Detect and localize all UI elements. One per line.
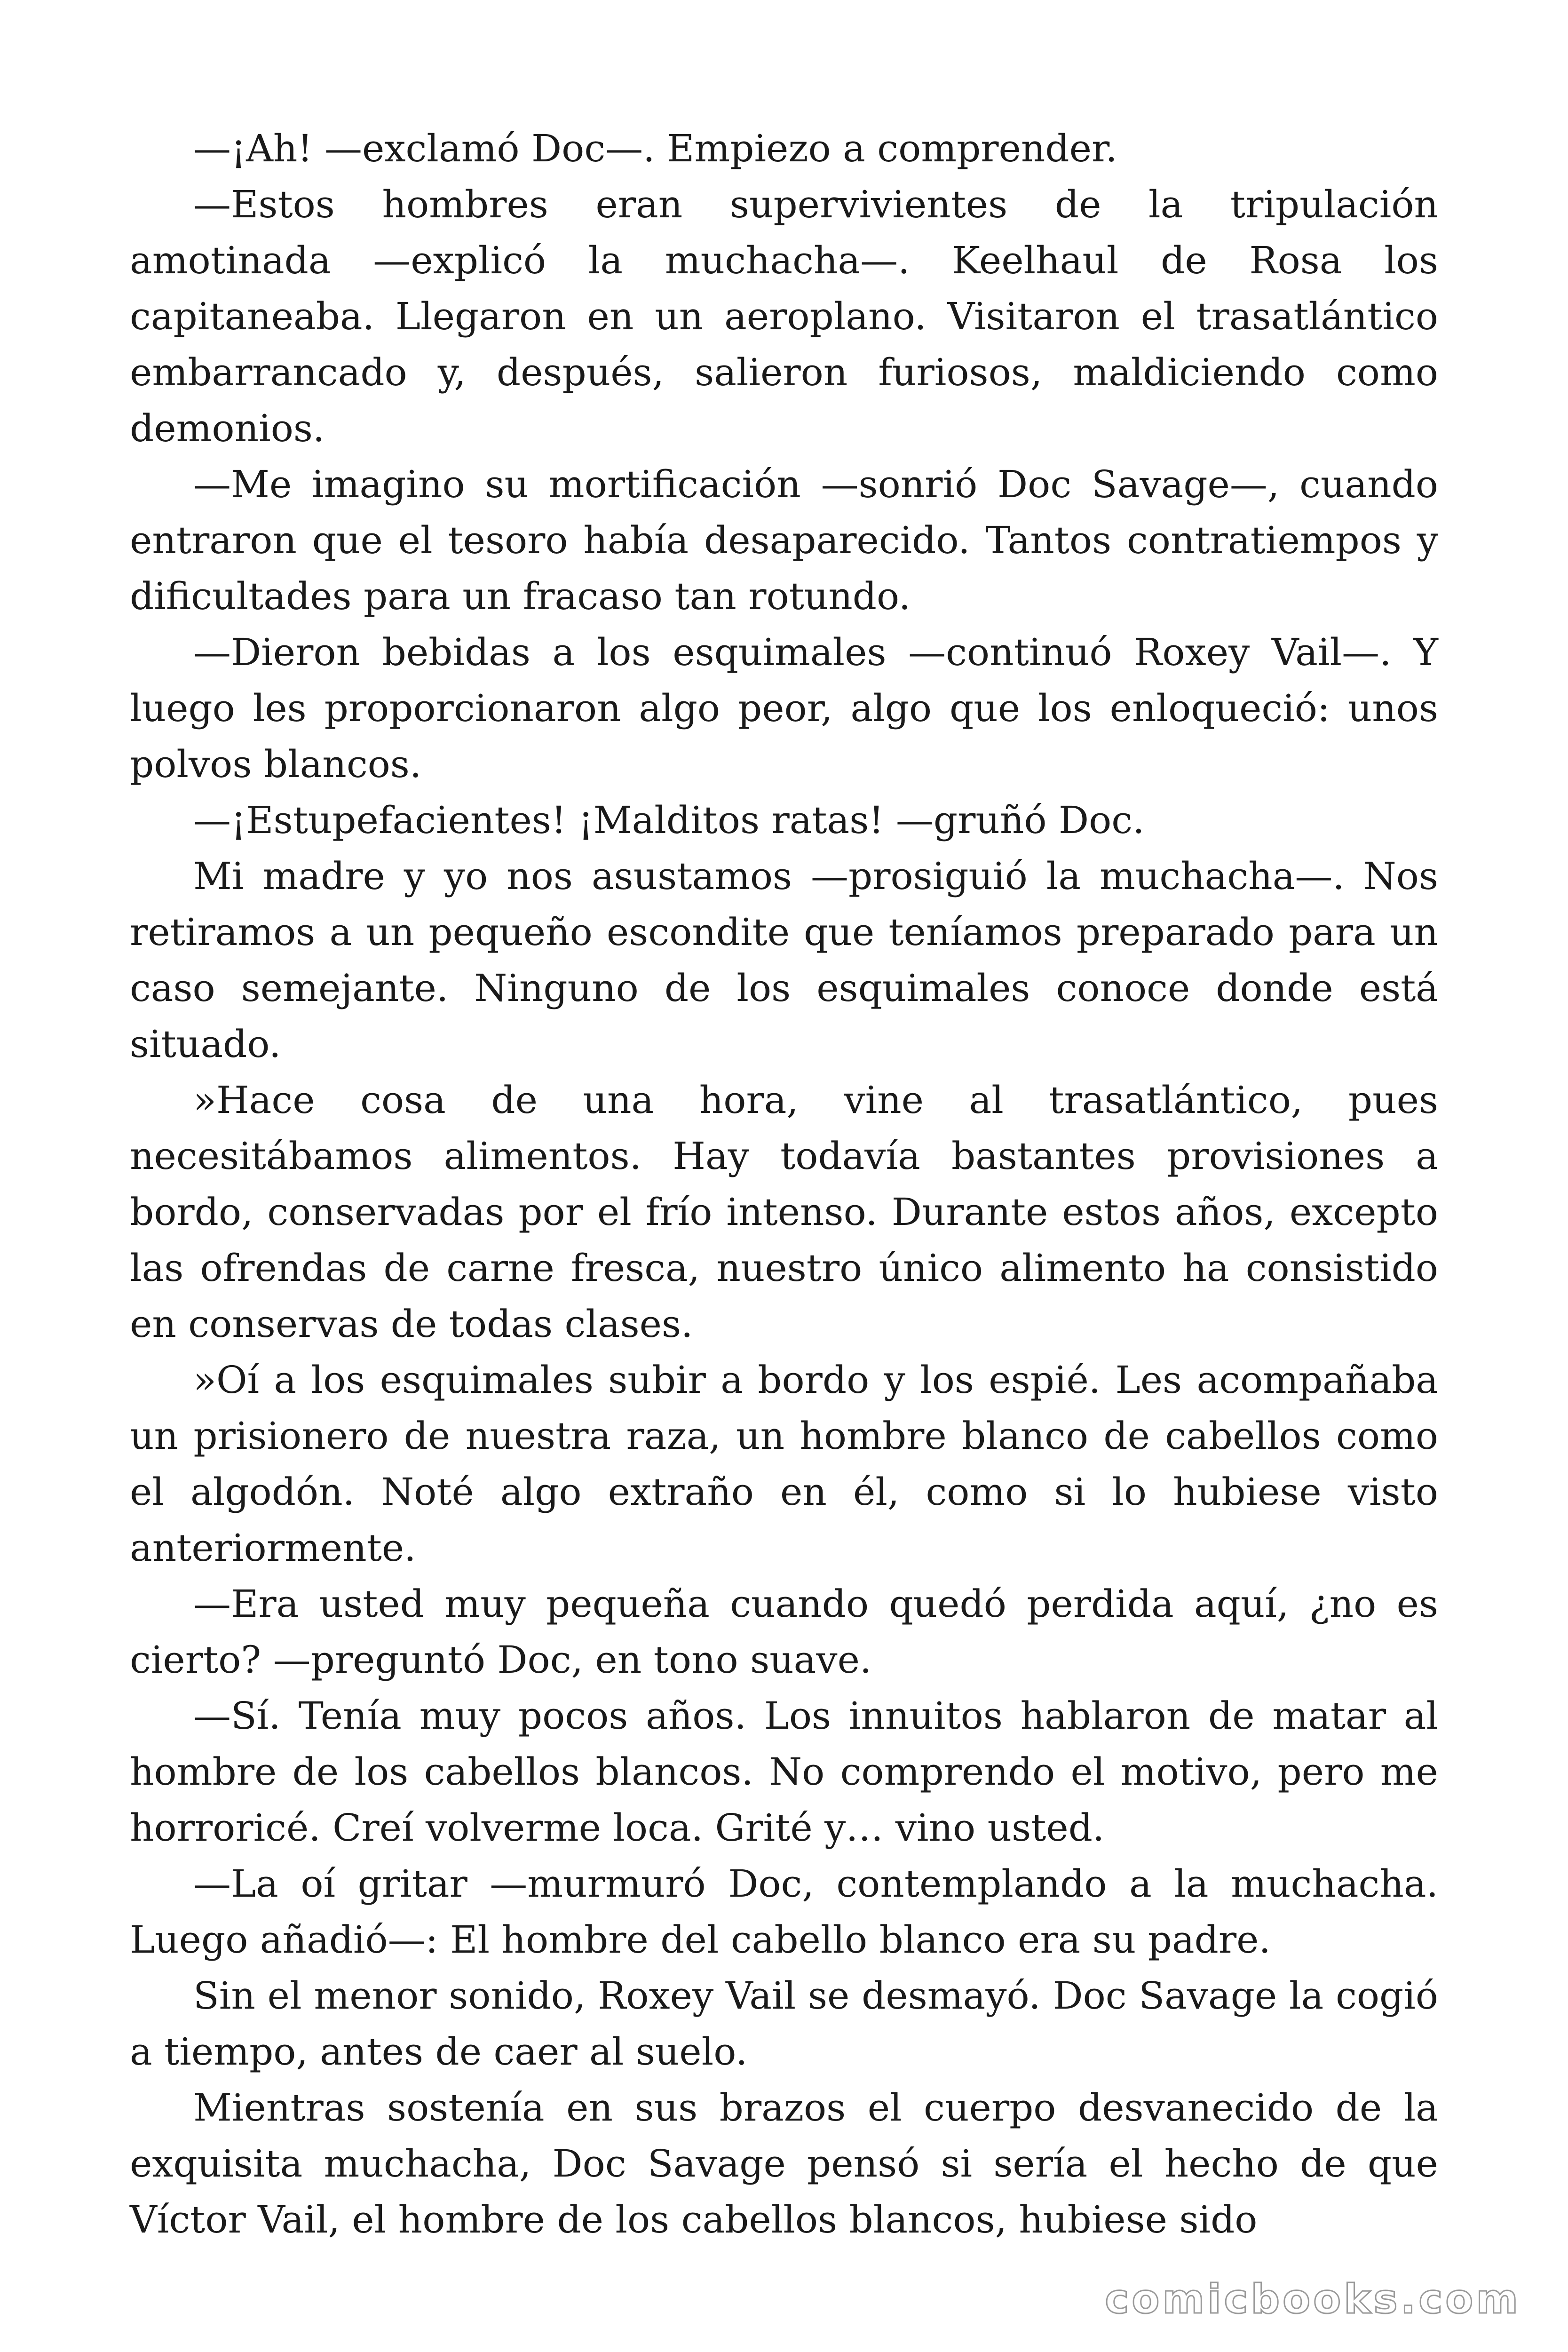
paragraph-1: —¡Ah! —exclamó Doc—. Empiezo a comprender.	[193, 127, 1117, 170]
paragraph-7: »Hace cosa de una hora, vine al trasatlántico, pues necesitábamos alimentos. Hay todavía bastantes provisiones a bordo, conservadas por el frío intenso. Durante estos años, excepto las ofrendas de carne fresca, nuestro único alimento ha consistido en conservas de todas clases.	[130, 1078, 1438, 1346]
paragraph-9: —Era usted muy pequeña cuando quedó perdida aquí, ¿no es cierto? —preguntó Doc, en tono suave.	[130, 1582, 1438, 1682]
watermark: comicbooks.com	[1105, 2276, 1521, 2323]
paragraph-8: »Oí a los esquimales subir a bordo y los espié. Les acompañaba un prisionero de nuestra raza, un hombre blanco de cabellos como el algodón. Noté algo extraño en él, como si lo hubiese visto anteriormente.	[130, 1358, 1438, 1570]
paragraph-10: —Sí. Tenía muy pocos años. Los innuitos hablaron de matar al hombre de los cabellos blancos. No comprendo el motivo, pero me horroricé. Creí volverme loca. Grité y… vino usted.	[130, 1694, 1438, 1850]
page-text	[130, 120, 1438, 2248]
paragraph-11: —La oí gritar —murmuró Doc, contemplando a la muchacha. Luego añadió—: El hombre del cabello blanco era su padre.	[130, 1862, 1438, 1962]
paragraph-3: —Me imagino su mortificación —sonrió Doc Savage—, cuando entraron que el tesoro había desaparecido. Tantos contratiempos y dificultades para un fracaso tan rotundo.	[130, 462, 1438, 618]
paragraph-5: —¡Estupefacientes! ¡Malditos ratas! —gruñó Doc.	[193, 798, 1145, 842]
paragraph-4: —Dieron bebidas a los esquimales —continuó Roxey Vail—. Y luego les proporcionaron algo peor, algo que los enloqueció: unos polvos blancos.	[130, 630, 1438, 786]
paragraph-6: Mi madre y yo nos asustamos —prosiguió la muchacha—. Nos retiramos a un pequeño escondite que teníamos preparado para un caso semejante. Ninguno de los esquimales conoce donde está situado.	[130, 854, 1438, 1066]
paragraph-2: —Estos hombres eran supervivientes de la tripulación amotinada —explicó la muchacha—. Keelhaul de Rosa los capitaneaba. Llegaron en un aeroplano. Visitaron el trasatlántico embarrancado y, después, salieron furiosos, maldiciendo como demonios.	[130, 183, 1438, 450]
paragraph-12: Sin el menor sonido, Roxey Vail se desmayó. Doc Savage la cogió a tiempo, antes de caer al suelo.	[130, 1974, 1438, 2074]
paragraph-13: Mientras sostenía en sus brazos el cuerpo desvanecido de la exquisita muchacha, Doc Savage pensó si sería el hecho de que Víctor Vail, el hombre de los cabellos blancos, hubiese sido	[130, 2086, 1438, 2241]
